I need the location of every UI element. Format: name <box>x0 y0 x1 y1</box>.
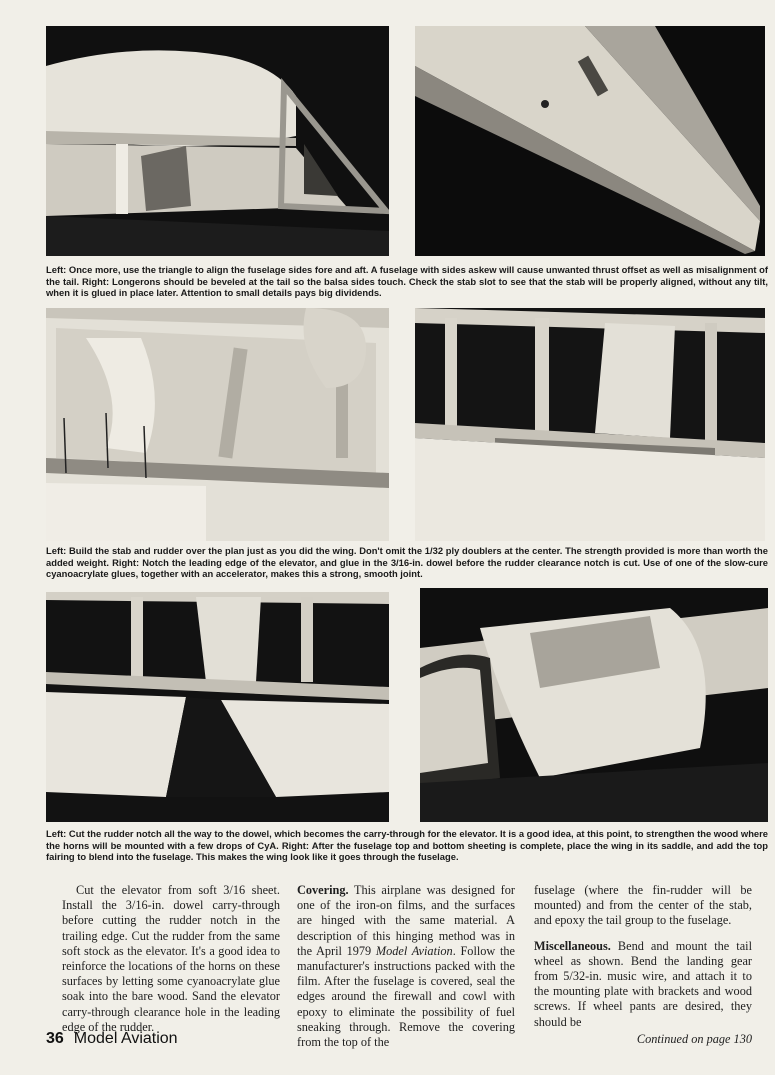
body-paragraph <box>534 939 752 1030</box>
page-footer <box>46 1030 178 1048</box>
photo-elevator-dowel <box>415 308 765 541</box>
body-paragraph: fuselage (where the fin-rudder will be mounted) and from the center of the stab, and epoxy the tail group to the fuselage. <box>534 883 752 928</box>
section-heading-covering: Covering. <box>297 883 349 897</box>
body-text: This airplane was designed for one of the iron-on films, and the surfaces are hinged with the same material. A description of this hinging method was in the April 1979 <box>297 883 515 958</box>
body-text: . Follow the manufacturer's instructions packed with the film. After the fuselage is covered, seal the edges around the firewall and cowl with epoxy to eliminate the possibility of fuel sneaking through. Remove the covering from the top of the <box>297 943 515 1050</box>
body-paragraph <box>297 883 515 1050</box>
body-column-1 <box>62 883 280 1035</box>
caption-row-3: Left: Cut the rudder notch all the way to the dowel, which becomes the carry-through for the elevator. It is a good idea, at this point, to strengthen the wood where the horns will be mounted with a few drops of CyA. Right: After the fuselage top and bottom sheeting is complete, place the wing in its saddle, and add the top fairing to blend into the fuselage. This makes the wing look like it goes through the fuselage. <box>46 828 768 863</box>
photo-stab-rudder-over-plan <box>46 308 389 541</box>
caption-row-1: Left: Once more, use the triangle to align the fuselage sides fore and aft. A fuselage with sides askew will cause unwanted thrust offset as well as misalignment of the tail. Right: Longerons should be beveled at the tail so the balsa sides touch. Check the stab slot to see that the stab will be properly aligned, without any tilt, when it is glued in place later. Attention to small details pays big dividends. <box>46 264 768 299</box>
photo-rudder-notch <box>46 592 389 822</box>
body-paragraph: Cut the elevator from soft 3/16 sheet. Install the 3/16-in. dowel carry-through before cutting the rudder notch in the trailing edge. Cut the rudder from the same soft stock as the elevator. It's a good idea to reinforce the locations of the horns on these surfaces by letting some cyanoacrylate glue soak into the bare wood. Sand the elevator carry-through clearance hole in the leading edge of the rudder. <box>62 883 280 1034</box>
continued-note: Continued on page 130 <box>636 1031 752 1046</box>
body-column-3 <box>534 883 752 1047</box>
photo-wing-saddle-fairing <box>420 588 768 822</box>
body-column-2 <box>297 883 515 1050</box>
photo-triangle-fuselage <box>46 26 389 256</box>
photo-beveled-longerons <box>415 26 765 256</box>
page-number: 36 <box>46 1030 64 1047</box>
section-heading-miscellaneous: Miscellaneous. <box>534 938 611 953</box>
magazine-name: Model Aviation <box>73 1030 178 1047</box>
caption-row-2: Left: Build the stab and rudder over the plan just as you did the wing. Don't omit the 1/32 ply doublers at the center. The strength provided is more than worth the added weight. Right: Notch the leading edge of the elevator, and glue in the 3/16-in. dowel before the rudder clearance notch is cut. Use of one of the slow-cure cyanoacrylate glues, together with an accelerator, makes this a strong, smooth joint. <box>46 545 768 580</box>
body-text: Bend and mount the tail wheel as shown. Bend the landing gear from 5/32-in. music wire, and attach it to the mounting plate with brackets and wood screws. If wheel pants are desired, they should be <box>534 938 752 1029</box>
magazine-title-text: Model Aviation <box>375 943 453 958</box>
